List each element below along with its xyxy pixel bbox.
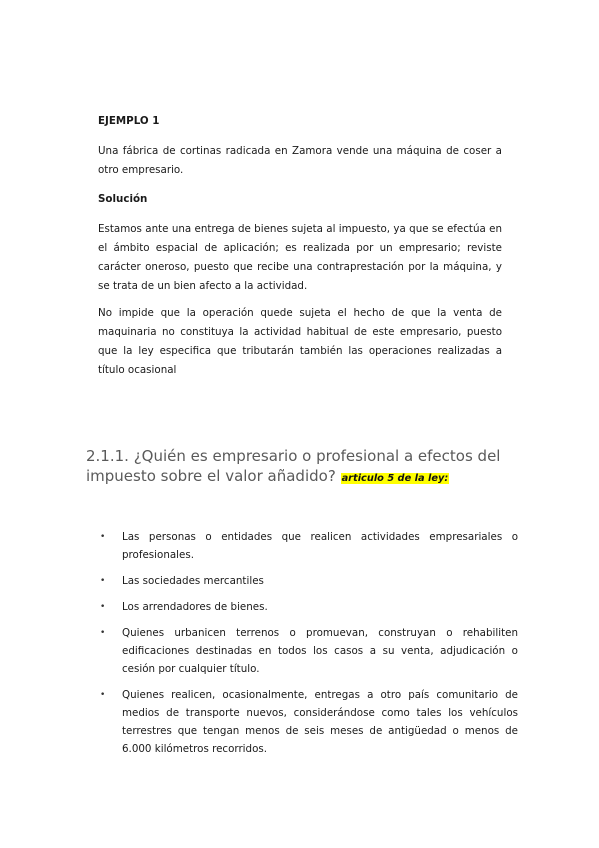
bullet-icon: • [100, 628, 106, 638]
bullet-icon: • [100, 576, 106, 586]
section-title-text: 2.1.1. ¿Quién es empresario o profesional a efectos del impuesto sobre el valor añadido? [86, 447, 501, 485]
list-item-text: Los arrendadores de bienes. [122, 601, 268, 613]
list-item [100, 598, 518, 616]
section-title [86, 446, 516, 489]
list-item-text: Quienes urbanicen terrenos o promuevan, construyan o rehabiliten edificaciones destinadas en todos los casos a su venta, adjudicación o cesión por cualquier título. [122, 627, 518, 675]
law-article-highlight: articulo 5 de la ley: [341, 473, 449, 484]
list-item-text: Las personas o entidades que realicen actividades empresariales o profesionales. [122, 531, 518, 561]
bullet-icon: • [100, 690, 106, 700]
list-item [100, 624, 518, 678]
list-item [100, 528, 518, 564]
list-item [100, 572, 518, 590]
example-heading: EJEMPLO 1 [98, 115, 160, 127]
entrepreneur-list [100, 528, 518, 766]
solution-heading: Solución [98, 193, 148, 205]
solution-paragraph-2: No impide que la operación quede sujeta el hecho de que la venta de maquinaria no constituya la actividad habitual de este empresario, puesto que la ley especifica que tributarán también las operaciones realizadas a título ocasional [98, 307, 502, 376]
list-item [100, 686, 518, 758]
bullet-icon: • [100, 532, 106, 542]
bullet-icon: • [100, 602, 106, 612]
list-item-text: Las sociedades mercantiles [122, 575, 264, 587]
list-item-text: Quienes realicen, ocasionalmente, entregas a otro país comunitario de medios de transporte nuevos, considerándose como tales los vehículos terrestres que tengan menos de seis meses de antigüedad o menos de 6.000 kilómetros recorridos. [122, 689, 518, 755]
example-statement: Una fábrica de cortinas radicada en Zamora vende una máquina de coser a otro empresario. [98, 145, 502, 176]
solution-paragraph-1: Estamos ante una entrega de bienes sujeta al impuesto, ya que se efectúa en el ámbito espacial de aplicación; es realizada por un empresario; reviste carácter oneroso, puesto que recibe una contraprestación por la máquina, y se trata de un bien afecto a la actividad. [98, 223, 502, 292]
